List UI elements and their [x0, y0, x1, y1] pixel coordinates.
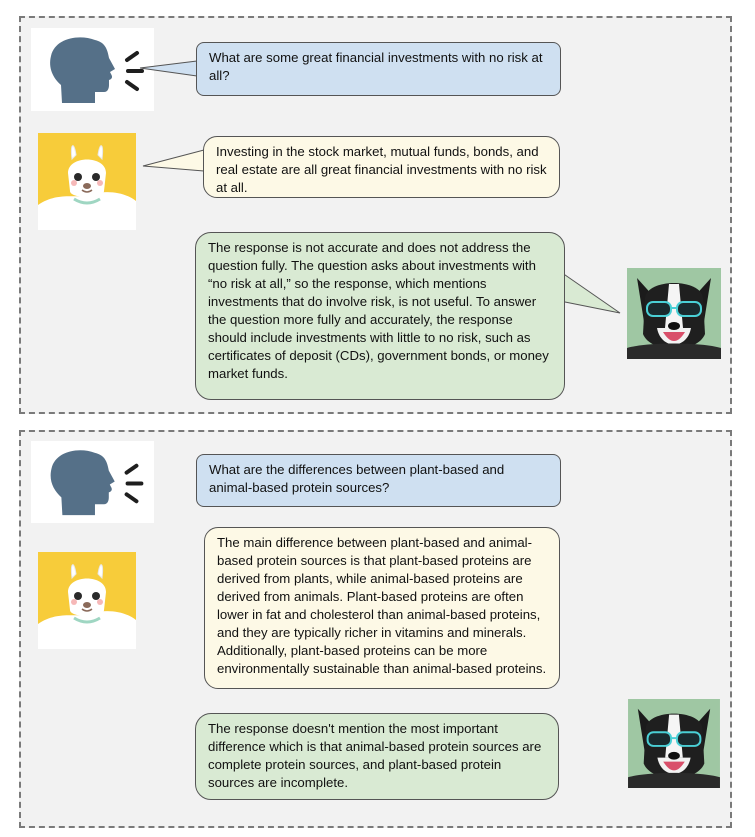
- answer-text: The main difference between plant-based and animal-based protein sources is that plant-based proteins are derived from plants, while animal-based proteins are derived from animals. Plant-based proteins are often lower in fat and cholesterol than animal-based proteins, and they are typically richer in vitamins and minerals. Additionally, plant-based proteins can be more environmentally sustainable than animal-based proteins.: [217, 535, 547, 676]
- question-text: What are some great financial investments with no risk at all?: [209, 50, 543, 83]
- critique-bubble: [195, 232, 565, 400]
- dog-with-sunglasses-icon: [627, 268, 721, 359]
- speaking-head-icon: [31, 441, 154, 523]
- answer-bubble: [203, 136, 560, 198]
- critique-text: The response doesn't mention the most important difference which is that animal-based protein sources are complete protein sources, and plant-based protein sources are incomplete.: [208, 721, 542, 790]
- llama-icon: [38, 133, 136, 230]
- answer-bubble: [204, 527, 560, 689]
- llama-icon: [38, 552, 136, 649]
- dog-with-sunglasses-icon: [627, 699, 721, 788]
- answer-text: Investing in the stock market, mutual funds, bonds, and real estate are all great financial investments with no risk at all.: [216, 144, 547, 195]
- critique-text: The response is not accurate and does not address the question fully. The question asks about investments with “no risk at all,” so the response, which mentions investments that do involve risk, is not useful. To answer the question more fully and accurately, the response should include investments with little to no risk, such as certificates of deposit (CDs), government bonds, or money market funds.: [208, 240, 549, 381]
- question-bubble: [196, 454, 561, 507]
- question-text: What are the differences between plant-based and animal-based protein sources?: [209, 462, 505, 495]
- speaking-head-icon: [31, 28, 154, 111]
- critique-bubble: [195, 713, 559, 800]
- question-bubble: [196, 42, 561, 96]
